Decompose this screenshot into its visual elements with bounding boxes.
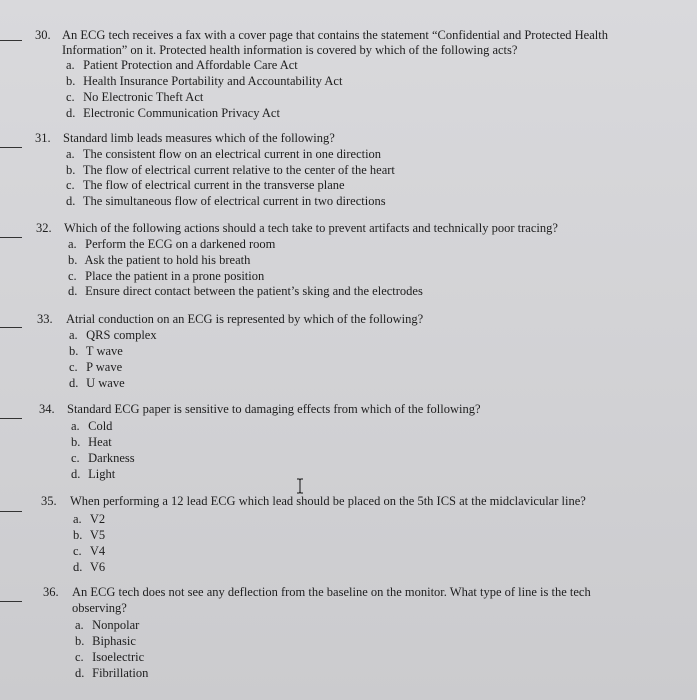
option-text: T wave [85,344,123,358]
answer-blank [0,601,22,602]
option-letter: c. [66,90,75,104]
option-letter: c. [69,360,78,374]
option-text: Place the patient in a prone position [85,269,265,283]
answer-blank [0,147,22,148]
question-number: 34. [39,402,55,416]
option-b [69,344,123,360]
option-letter: c. [71,451,80,465]
option-text: V4 [89,544,106,558]
option-letter: d. [69,376,79,390]
option-text: P wave [86,360,123,374]
option-c [75,650,144,666]
option-a [68,237,275,253]
option-b [73,528,105,544]
option-letter: d. [71,467,81,481]
option-letter: a. [69,328,78,342]
option-letter: b. [66,163,76,177]
answer-blank [0,418,22,419]
option-letter: c. [73,544,82,558]
option-text: Patient Protection and Affordable Care Act [83,58,298,72]
option-a [66,147,381,163]
answer-blank [0,237,22,238]
option-letter: a. [71,419,80,433]
option-letter: b. [71,435,81,449]
option-letter: a. [75,618,84,632]
option-b [66,163,395,179]
question-text: Information” on it. Protected health information is covered by which of the following acts? [62,43,518,57]
option-d [68,284,423,300]
option-d [69,376,125,392]
option-text: V2 [89,512,106,526]
option-c [66,90,203,106]
option-letter: d. [66,194,76,208]
option-b [71,435,112,451]
option-c [69,360,122,376]
option-letter: a. [73,512,82,526]
option-a [66,58,298,74]
question-number: 36. [43,585,59,599]
question-text: An ECG tech does not see any deflection from the baseline on the monitor. What type of line is the tech [72,585,591,599]
option-letter: d. [75,666,85,680]
text-cursor-icon [296,478,304,494]
option-letter: d. [73,560,83,574]
option-text: Ensure direct contact between the patient’s sking and the electrodes [85,284,423,298]
option-text: V6 [89,560,106,574]
question-text: Standard ECG paper is sensitive to damaging effects from which of the following? [67,402,481,416]
answer-blank [0,40,22,41]
option-text: V5 [89,528,106,542]
option-c [66,178,345,194]
question-number: 31. [35,131,51,145]
option-d [73,560,105,576]
option-letter: c. [66,178,75,192]
option-text: Perform the ECG on a darkened room [85,237,276,251]
option-letter: b. [73,528,83,542]
question-text: Atrial conduction on an ECG is represented by which of the following? [66,312,424,326]
option-letter: b. [66,74,76,88]
option-letter: b. [69,344,79,358]
option-a [71,419,112,435]
option-text: Isoelectric [92,650,145,664]
option-b [75,634,136,650]
option-letter: a. [66,147,75,161]
option-text: QRS complex [86,328,157,342]
question-text: Which of the following actions should a tech take to prevent artifacts and technically poor tracing? [64,221,558,235]
option-text: The simultaneous flow of electrical current in two directions [82,194,386,208]
question-number: 35. [41,494,57,508]
option-text: Biphasic [92,634,136,648]
option-d [66,194,386,210]
option-text: No Electronic Theft Act [83,90,204,104]
option-text: Fibrillation [92,666,149,680]
option-text: Electronic Communication Privacy Act [83,106,280,120]
question-text: observing? [72,601,127,615]
option-text: The consistent flow on an electrical current in one direction [82,147,382,161]
option-letter: c. [68,269,77,283]
option-text: Heat [88,435,112,449]
option-c [71,451,135,467]
option-d [75,666,148,682]
question-text: Standard limb leads measures which of the following? [63,131,335,145]
option-text: Cold [88,419,113,433]
option-letter: c. [75,650,84,664]
option-letter: b. [75,634,85,648]
option-letter: d. [68,284,78,298]
option-text: U wave [86,376,125,390]
answer-blank [0,327,22,328]
option-text: The flow of electrical current relative to the center of the heart [82,163,395,177]
question-number: 30. [35,28,51,42]
option-text: The flow of electrical current in the transverse plane [82,178,345,192]
option-d [71,467,115,483]
option-a [69,328,157,344]
option-text: Health Insurance Portability and Accountability Act [83,74,343,88]
question-number: 33. [37,312,53,326]
question-number: 32. [36,221,52,235]
option-text: Nonpolar [92,618,140,632]
question-text: An ECG tech receives a fax with a cover page that contains the statement “Confidential and Protected Health [62,28,608,42]
option-letter: a. [66,58,75,72]
answer-blank [0,511,22,512]
option-a [73,512,105,528]
option-text: Light [88,467,116,481]
option-d [66,106,280,122]
option-a [75,618,139,634]
option-letter: a. [68,237,77,251]
option-c [73,544,105,560]
option-letter: d. [66,106,76,120]
question-text: When performing a 12 lead ECG which lead should be placed on the 5th ICS at the midclavicular line? [70,494,586,508]
option-b [66,74,342,90]
option-text: Ask the patient to hold his breath [84,253,251,267]
option-b [68,253,250,269]
option-letter: b. [68,253,78,267]
option-c [68,269,264,285]
option-text: Darkness [88,451,135,465]
